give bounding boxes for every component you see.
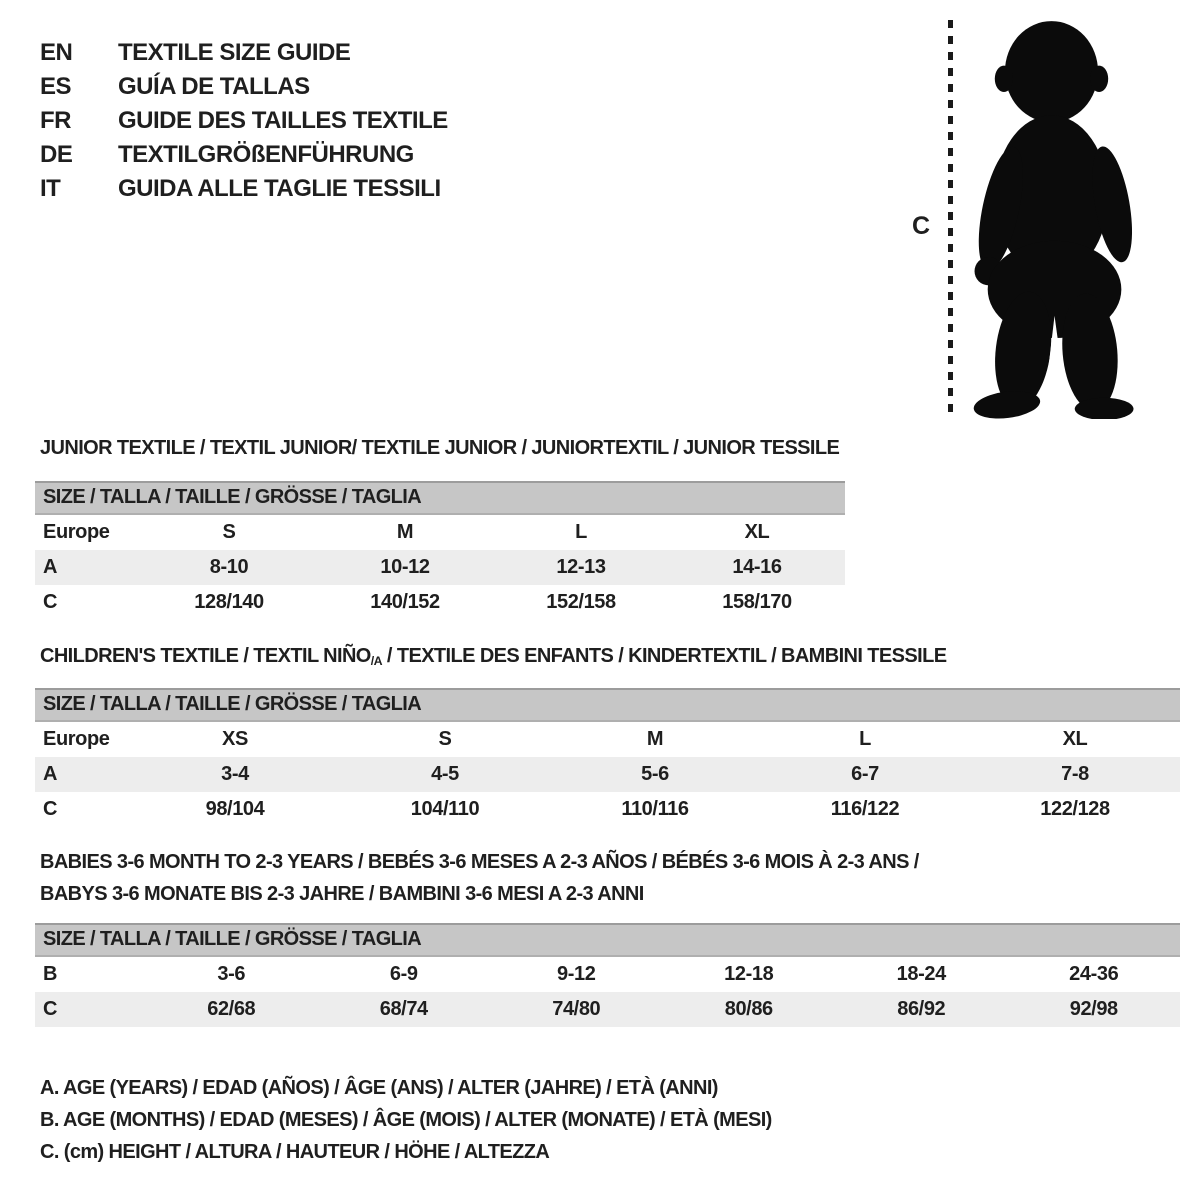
children-section-title — [40, 645, 946, 668]
legend-line-a: A. AGE (YEARS) / EDAD (AÑOS) / ÂGE (ANS) / ALTER (JAHRE) / ETÀ (ANNI) — [40, 1077, 718, 1099]
row-label: B — [43, 963, 58, 985]
language-code: ES — [40, 73, 72, 100]
row-label: Europe — [43, 728, 110, 750]
language-code: FR — [40, 107, 71, 134]
junior-size-table — [35, 481, 845, 620]
babies-section-title-line2: BABYS 3-6 MONATE BIS 2-3 JAHRE / BAMBINI 3-6 MESI A 2-3 ANNI — [40, 883, 644, 905]
size-cell: XL — [1062, 728, 1088, 750]
age-cell: 10-12 — [380, 556, 430, 578]
language-code: DE — [40, 141, 73, 168]
table-row — [35, 757, 1180, 792]
row-label: C — [43, 798, 58, 820]
measure-legend — [40, 1072, 772, 1168]
age-cell: 9-12 — [557, 963, 596, 985]
language-code: IT — [40, 175, 61, 202]
age-cell: 8-10 — [209, 556, 249, 578]
size-cell: S — [438, 728, 452, 750]
height-measure-label: C — [912, 212, 930, 240]
language-code: EN — [40, 39, 73, 66]
height-cell: 80/86 — [724, 998, 773, 1020]
size-cell: XL — [744, 521, 770, 543]
height-cell: 140/152 — [370, 591, 440, 613]
table-row — [35, 957, 1180, 992]
height-cell: 158/170 — [722, 591, 792, 613]
babies-section-title-line1: BABIES 3-6 MONTH TO 2-3 YEARS / BEBÉS 3-6 MESES A 2-3 AÑOS / BÉBÉS 3-6 MOIS À 2-3 ANS / — [40, 851, 919, 873]
height-cell: 62/68 — [207, 998, 256, 1020]
babies-size-table — [35, 923, 1180, 1027]
age-cell: 4-5 — [431, 763, 459, 785]
row-label: A — [43, 556, 58, 578]
row-label: A — [43, 763, 58, 785]
size-cell: L — [859, 728, 871, 750]
height-dashed-line — [948, 20, 953, 420]
table-row — [35, 992, 1180, 1027]
guide-title: GUIDE DES TAILLES TEXTILE — [118, 107, 448, 134]
height-cell: 128/140 — [194, 591, 264, 613]
age-cell: 3-4 — [221, 763, 249, 785]
height-cell: 74/80 — [552, 998, 601, 1020]
height-cell: 110/116 — [621, 798, 689, 820]
height-cell: 104/110 — [410, 798, 480, 820]
row-label: C — [43, 998, 58, 1020]
children-title-pre: CHILDREN'S TEXTILE / TEXTIL NIÑO — [40, 645, 371, 667]
junior-section-title: JUNIOR TEXTILE / TEXTIL JUNIOR/ TEXTILE JUNIOR / JUNIORTEXTIL / JUNIOR TESSILE — [40, 437, 840, 459]
guide-title: GUIDA ALLE TAGLIE TESSILI — [118, 175, 441, 202]
age-cell: 6-7 — [851, 763, 879, 785]
age-cell: 3-6 — [217, 963, 246, 985]
table-row — [35, 585, 845, 620]
height-measure-figure — [900, 14, 1200, 426]
children-title-post: / TEXTILE DES ENFANTS / KINDERTEXTIL / BAMBINI TESSILE — [381, 645, 947, 667]
guide-title: GUÍA DE TALLAS — [118, 73, 310, 100]
list-item — [40, 36, 448, 70]
list-item — [40, 70, 448, 104]
table-row — [35, 515, 845, 550]
age-cell: 6-9 — [389, 963, 418, 985]
size-cell: M — [396, 521, 414, 543]
age-cell: 14-16 — [732, 556, 782, 578]
height-cell: 98/104 — [205, 798, 265, 820]
age-cell: 12-13 — [556, 556, 606, 578]
height-cell: 122/128 — [1040, 798, 1110, 820]
toddler-silhouette-icon — [960, 14, 1145, 419]
guide-title: TEXTILGRÖßENFÜHRUNG — [118, 141, 414, 168]
table-row — [35, 792, 1180, 827]
row-label: Europe — [43, 521, 110, 543]
age-cell: 7-8 — [1061, 763, 1089, 785]
height-cell: 152/158 — [546, 591, 616, 613]
children-size-table — [35, 688, 1180, 827]
size-header-band: SIZE / TALLA / TAILLE / GRÖSSE / TAGLIA — [35, 481, 845, 515]
legend-line-b: B. AGE (MONTHS) / EDAD (MESES) / ÂGE (MOIS) / ALTER (MONATE) / ETÀ (MESI) — [40, 1109, 772, 1131]
age-cell: 12-18 — [724, 963, 774, 985]
age-cell: 5-6 — [641, 763, 669, 785]
legend-line-c: C. (cm) HEIGHT / ALTURA / HAUTEUR / HÖHE / ALTEZZA — [40, 1141, 550, 1163]
list-item — [40, 104, 448, 138]
age-cell: 18-24 — [896, 963, 946, 985]
size-header-band: SIZE / TALLA / TAILLE / GRÖSSE / TAGLIA — [35, 923, 1180, 957]
age-cell: 24-36 — [1069, 963, 1119, 985]
table-row — [35, 550, 845, 585]
table-row — [35, 722, 1180, 757]
list-item — [40, 172, 448, 206]
size-cell: S — [222, 521, 236, 543]
size-cell: L — [575, 521, 587, 543]
height-cell: 68/74 — [379, 998, 428, 1020]
list-item — [40, 138, 448, 172]
language-title-list — [40, 36, 448, 206]
guide-title: TEXTILE SIZE GUIDE — [118, 39, 351, 66]
height-cell: 116/122 — [830, 798, 900, 820]
height-cell: 86/92 — [897, 998, 946, 1020]
children-title-subscript: /A — [370, 654, 382, 669]
size-header-band: SIZE / TALLA / TAILLE / GRÖSSE / TAGLIA — [35, 688, 1180, 722]
size-cell: M — [646, 728, 664, 750]
height-cell: 92/98 — [1069, 998, 1118, 1020]
row-label: C — [43, 591, 58, 613]
size-cell: XS — [222, 728, 248, 750]
